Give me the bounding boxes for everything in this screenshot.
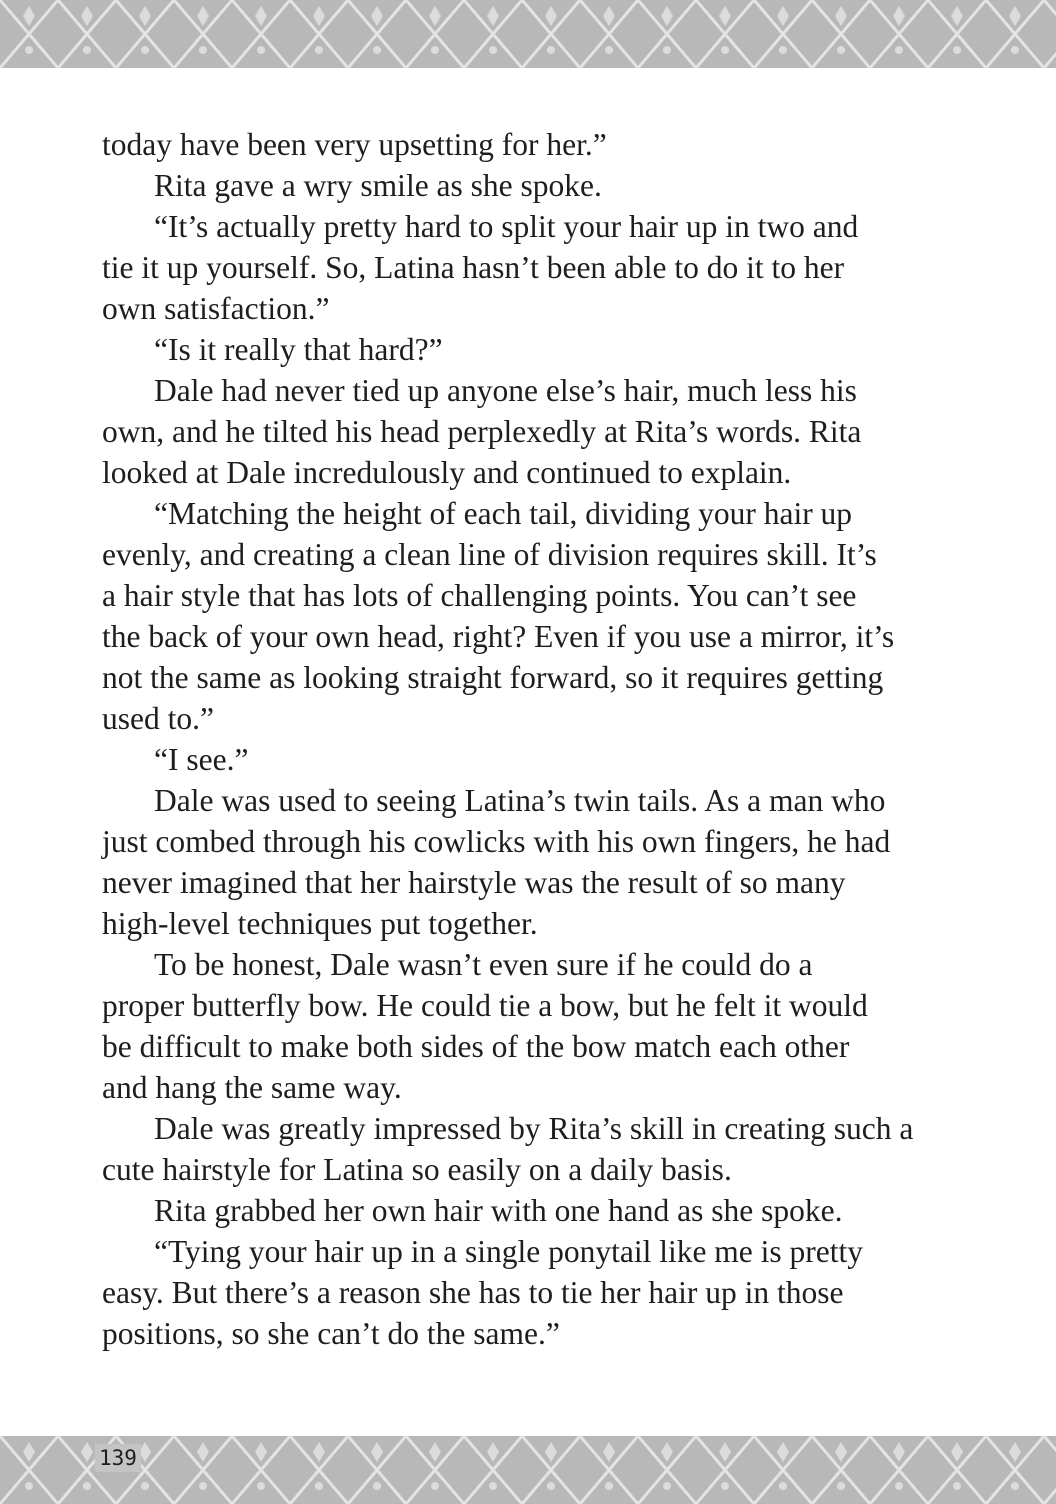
text-line: the back of your own head, right? Even if you use a mirror, it’s xyxy=(102,619,895,654)
text-line: own, and he tilted his head perplexedly at Rita’s words. Rita xyxy=(102,414,862,449)
text-line: not the same as looking straight forward, so it requires getting xyxy=(102,660,884,695)
bottom-decorative-band xyxy=(0,1436,1056,1504)
text-line: today have been very upsetting for her.” xyxy=(102,127,607,162)
text-line: “Matching the height of each tail, dividing your hair up xyxy=(154,496,853,531)
text-line: Dale was greatly impressed by Rita’s skill in creating such a xyxy=(154,1111,914,1146)
text-line: Dale was used to seeing Latina’s twin tails. As a man who xyxy=(154,783,886,818)
text-line: “It’s actually pretty hard to split your hair up in two and xyxy=(154,209,859,244)
text-line: just combed through his cowlicks with his own fingers, he had xyxy=(102,824,891,859)
text-line: cute hairstyle for Latina so easily on a daily basis. xyxy=(102,1152,732,1187)
text-line: own satisfaction.” xyxy=(102,291,330,326)
page-number: 139 xyxy=(95,1444,141,1472)
text-line: Rita gave a wry smile as she spoke. xyxy=(154,168,602,203)
text-line: high-level techniques put together. xyxy=(102,906,538,941)
text-line: “Tying your hair up in a single ponytail like me is pretty xyxy=(154,1234,864,1269)
text-line: Dale had never tied up anyone else’s hair, much less his xyxy=(154,373,857,408)
text-line: used to.” xyxy=(102,701,214,736)
text-line: a hair style that has lots of challenging points. You can’t see xyxy=(102,578,857,613)
lattice-pattern xyxy=(0,0,1056,68)
text-line: looked at Dale incredulously and continued to explain. xyxy=(102,455,792,490)
text-line: and hang the same way. xyxy=(102,1070,402,1105)
text-line: proper butterfly bow. He could tie a bow, but he felt it would xyxy=(102,988,868,1023)
lattice-pattern xyxy=(0,1436,1056,1504)
text-line: easy. But there’s a reason she has to tie her hair up in those xyxy=(102,1275,844,1310)
top-decorative-band xyxy=(0,0,1056,68)
text-line: To be honest, Dale wasn’t even sure if he could do a xyxy=(154,947,813,982)
text-line: “I see.” xyxy=(154,742,249,777)
text-line: positions, so she can’t do the same.” xyxy=(102,1316,560,1351)
text-line: tie it up yourself. So, Latina hasn’t been able to do it to her xyxy=(102,250,845,285)
page-body-text xyxy=(102,124,942,1354)
text-line: be difficult to make both sides of the bow match each other xyxy=(102,1029,850,1064)
text-line: “Is it really that hard?” xyxy=(154,332,443,367)
text-line: Rita grabbed her own hair with one hand as she spoke. xyxy=(154,1193,843,1228)
text-line: evenly, and creating a clean line of division requires skill. It’s xyxy=(102,537,877,572)
text-line: never imagined that her hairstyle was the result of so many xyxy=(102,865,846,900)
